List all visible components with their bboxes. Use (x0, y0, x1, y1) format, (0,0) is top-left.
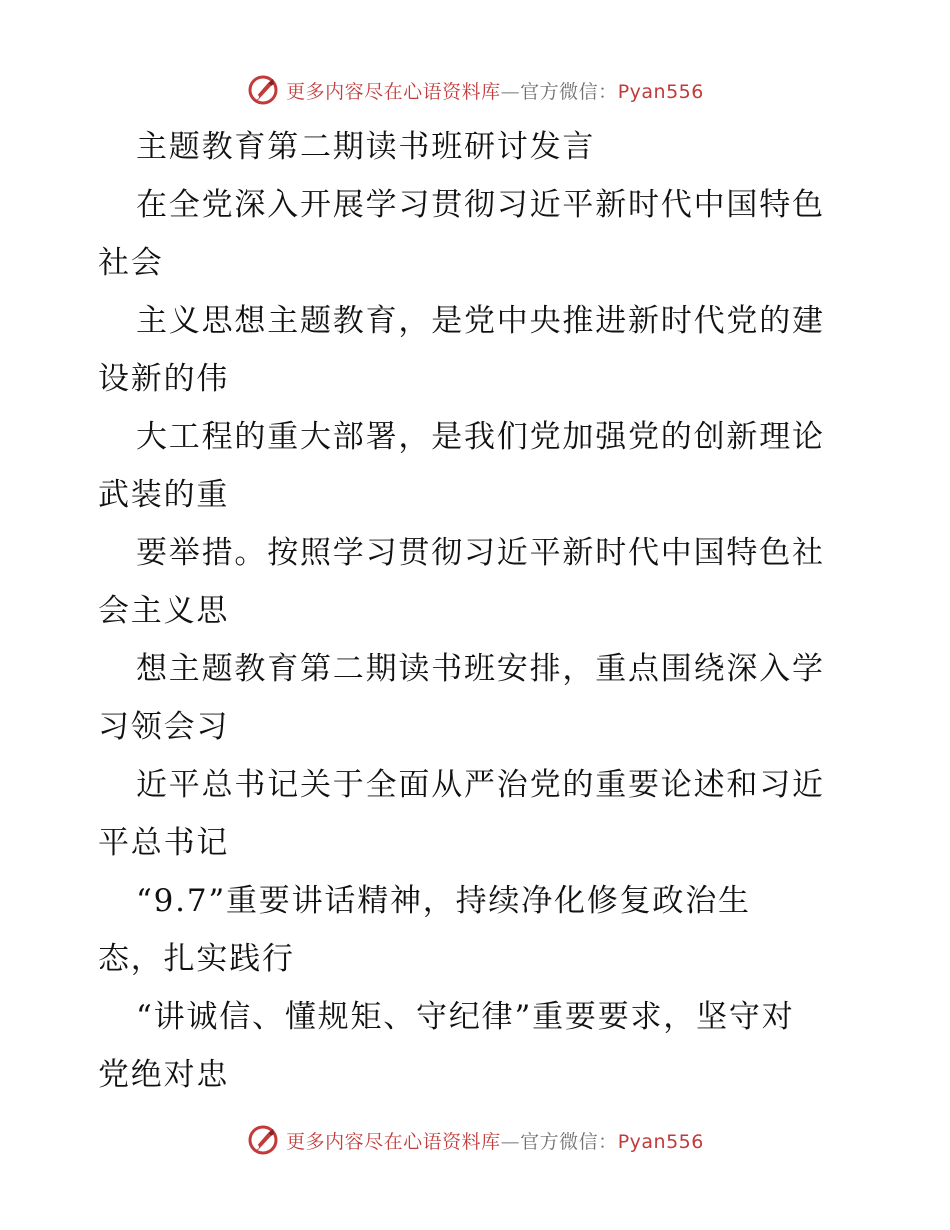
text-line: “9.7”重要讲话精神，持续净化修复政治生 (136, 883, 751, 919)
text-line: 社会 (98, 245, 164, 281)
header-watermark (0, 70, 950, 110)
footer-watermark (0, 1120, 950, 1160)
quill-pen-icon (246, 1123, 280, 1157)
text-line: 近平总书记关于全面从严治党的重要论述和习近 (136, 767, 825, 803)
document-body (98, 118, 858, 1104)
quill-pen-icon (246, 73, 280, 107)
text-line: 要举措。按照学习贯彻习近平新时代中国特色社 (136, 535, 825, 571)
document-title: 主题教育第二期读书班研讨发言 (136, 129, 596, 165)
text-line: 设新的伟 (98, 361, 230, 397)
text-line: 习领会习 (98, 709, 230, 745)
text-line: 会主义思 (98, 593, 230, 629)
text-line: 党绝对忠 (98, 1057, 230, 1093)
text-line: 态，扎实践行 (98, 941, 295, 977)
text-line: 平总书记 (98, 825, 230, 861)
watermark-text: 更多内容尽在心语资料库—官方微信：Pyan556 (286, 1130, 704, 1153)
text-line: “讲诚信、懂规矩、守纪律”重要要求，坚守对 (136, 999, 795, 1035)
text-line: 武装的重 (98, 477, 230, 513)
text-line: 主义思想主题教育，是党中央推进新时代党的建 (136, 303, 825, 339)
watermark-text: 更多内容尽在心语资料库—官方微信：Pyan556 (286, 80, 704, 103)
text-line: 想主题教育第二期读书班安排，重点围绕深入学 (136, 651, 825, 687)
text-line: 大工程的重大部署，是我们党加强党的创新理论 (136, 419, 825, 455)
text-line: 在全党深入开展学习贯彻习近平新时代中国特色 (136, 187, 825, 223)
